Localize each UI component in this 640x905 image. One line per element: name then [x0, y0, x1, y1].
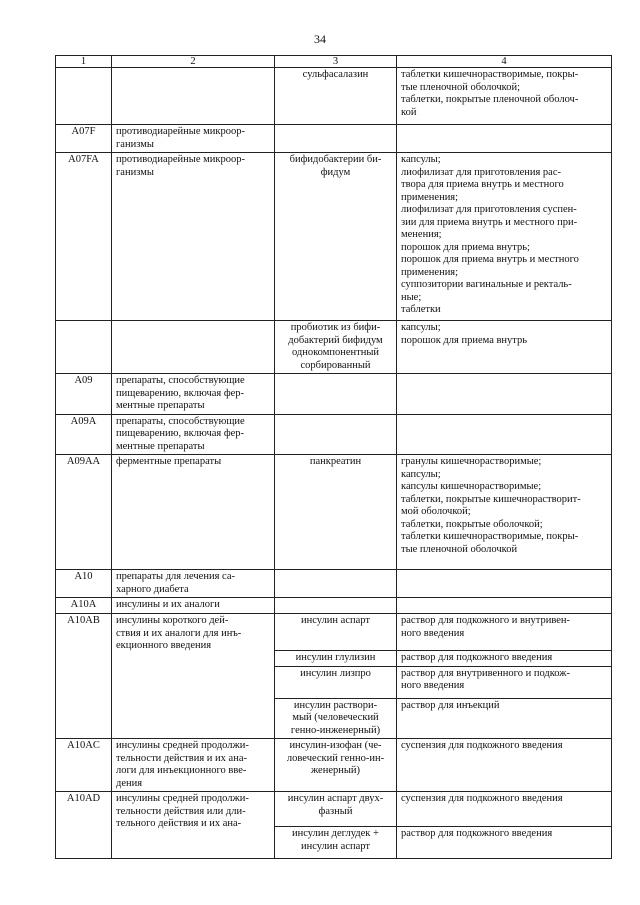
dosage-forms-line: капсулы;	[401, 154, 441, 165]
dosage-forms	[397, 666, 612, 698]
drug-name	[275, 614, 397, 651]
page-number: 34	[314, 32, 326, 46]
pharmacological-group-line: противодиарейные микроор-	[116, 126, 245, 137]
dosage-forms	[397, 68, 612, 125]
drug-name-line: инсулин аспарт	[301, 840, 370, 852]
atc-code: A10AC	[56, 739, 112, 792]
dosage-forms-line: тые пленочной оболочкой;	[401, 81, 520, 93]
drug-name	[275, 455, 397, 570]
dosage-forms-line: лиофилизат для приготовления рас-	[401, 166, 562, 178]
drug-name	[275, 321, 397, 374]
dosage-forms-line: таблетки кишечнорастворимые, покры-	[401, 69, 579, 80]
dosage-forms-line: раствор для внутривенного и подкож-	[401, 667, 571, 679]
atc-code: A10AD	[56, 792, 112, 859]
dosage-forms-line: суспензия для подкожного введения	[401, 793, 563, 804]
table-row	[56, 739, 612, 792]
dosage-forms-line: капсулы;	[401, 468, 441, 480]
pharmacological-group	[112, 414, 275, 455]
pharmacological-group	[112, 614, 275, 739]
dosage-forms-line: менения;	[401, 229, 442, 240]
dosage-forms	[397, 792, 612, 827]
dosage-forms-line: таблетки	[401, 304, 441, 315]
table-row	[56, 321, 612, 374]
pharmacological-group-line: дения	[116, 777, 143, 789]
table-row	[56, 792, 612, 827]
dosage-forms	[397, 570, 612, 598]
column-header: 2	[112, 56, 275, 68]
drug-name-line: сульфасалазин	[302, 69, 369, 80]
pharmacological-group-line: инсулины средней продолжи-	[116, 740, 249, 751]
pharmacological-group	[112, 792, 275, 859]
dosage-forms-line: таблетки, покрытые оболочкой;	[401, 518, 543, 530]
dosage-forms	[397, 614, 612, 651]
pharmacological-group	[112, 68, 275, 125]
pharmacological-group-line: инсулины короткого дей-	[116, 615, 229, 626]
pharmacological-group	[112, 321, 275, 374]
pharmacological-group-line: тельности действия или дли-	[116, 805, 246, 817]
pharmacological-group-line: логи для инъекционного вве-	[116, 765, 247, 776]
dosage-forms-line: раствор для подкожного введения	[401, 828, 553, 839]
dosage-forms-line: раствор для подкожного введения	[401, 652, 553, 663]
pharmacological-group-line: противодиарейные микроор-	[116, 154, 245, 165]
pharmacological-group	[112, 598, 275, 614]
dosage-forms-line: порошок для приема внутрь	[401, 334, 528, 346]
table-row	[56, 455, 612, 570]
pharmacological-group	[112, 374, 275, 415]
pharmacological-group-line: пищеварению, включая фер-	[116, 428, 245, 439]
pharmacological-group-line: ментные препараты	[116, 440, 205, 452]
drug-name-line: однокомпонентный	[291, 347, 380, 358]
drug-name	[275, 698, 397, 739]
table-row	[56, 570, 612, 598]
atc-code	[56, 321, 112, 374]
pharmacological-group	[112, 739, 275, 792]
atc-code: A09	[56, 374, 112, 415]
column-header: 1	[56, 56, 112, 68]
dosage-forms-line: лиофилизат для приготовления суспен-	[401, 204, 577, 215]
pharmacological-group-line: препараты, способствующие	[116, 415, 245, 427]
drug-name-line: добактерий бифидум	[288, 334, 383, 346]
pharmacological-group	[112, 570, 275, 598]
pharmacological-group-line: инсулины средней продолжи-	[116, 793, 249, 804]
drug-name-line: инсулин-изофан (че-	[289, 740, 382, 751]
atc-code: A10	[56, 570, 112, 598]
atc-code: A09A	[56, 414, 112, 455]
drug-name	[275, 374, 397, 415]
table-row	[56, 614, 612, 651]
drug-name-line: инсулин аспарт двух-	[287, 793, 384, 804]
dosage-forms-line: ного введения	[401, 627, 465, 639]
dosage-forms-line: тые пленочной оболочкой	[401, 543, 518, 555]
dosage-forms	[397, 153, 612, 321]
drug-name	[275, 827, 397, 859]
table-row	[56, 125, 612, 153]
dosage-forms-line: таблетки кишечнорастворимые, покры-	[401, 531, 579, 542]
table-row	[56, 414, 612, 455]
dosage-forms-line: ного введения	[401, 680, 465, 691]
dosage-forms-line: суппозитории вагинальные и ректаль-	[401, 279, 572, 290]
pharmacological-group-line: харного диабета	[116, 583, 189, 595]
atc-code: A10AB	[56, 614, 112, 739]
column-header: 3	[275, 56, 397, 68]
pharmacological-group-line: ментные препараты	[116, 400, 205, 411]
column-header-row	[56, 56, 612, 68]
dosage-forms	[397, 374, 612, 415]
drug-name-line: ловеческий генно-ин-	[286, 752, 385, 764]
drug-name-line: инсулин раствори-	[293, 699, 378, 711]
drug-name	[275, 598, 397, 614]
drug-name-line: инсулин глулизин	[295, 652, 376, 663]
dosage-forms-line: порошок для приема внутрь и местного	[401, 254, 579, 265]
pharmacological-group-line: тельного действия и их ана-	[116, 818, 242, 829]
dosage-forms-line: капсулы кишечнорастворимые;	[401, 481, 542, 492]
drug-name	[275, 651, 397, 667]
drug-name-line: панкреатин	[309, 456, 362, 467]
pharmacological-group-line: тельности действия и их ана-	[116, 752, 247, 764]
pharmacological-group-line: ферментные препараты	[116, 456, 222, 467]
drug-name	[275, 739, 397, 792]
atc-code: A07F	[56, 125, 112, 153]
table-row	[56, 598, 612, 614]
drug-name	[275, 68, 397, 125]
dosage-forms-line: раствор для подкожного и внутривен-	[401, 615, 571, 626]
pharmacological-group-line: ствия и их аналоги для инъ-	[116, 627, 242, 639]
dosage-forms-line: зии для приема внутрь и местного при-	[401, 216, 578, 228]
dosage-forms-line: капсулы;	[401, 322, 441, 333]
drug-name-line: инсулин деглудек +	[292, 828, 379, 839]
atc-code: A10A	[56, 598, 112, 614]
pharmacological-group-line: пищеварению, включая фер-	[116, 387, 245, 399]
drug-name-line: инсулин лизпро	[300, 667, 371, 679]
pharmacological-group-line: препараты, способствующие	[116, 375, 245, 386]
table-row	[56, 374, 612, 415]
pharmacological-group	[112, 455, 275, 570]
drug-name-line: женерный)	[310, 765, 361, 776]
drug-name	[275, 792, 397, 827]
dosage-forms-line: порошок для приема внутрь;	[401, 241, 530, 253]
pharmacological-group-line: инсулины и их аналоги	[116, 599, 220, 610]
dosage-forms	[397, 414, 612, 455]
drug-name-line: генно-инженерный)	[290, 724, 381, 736]
dosage-forms-line: таблетки, покрытые кишечнорастворит-	[401, 493, 581, 505]
dosage-forms-line: применения;	[401, 266, 459, 278]
dosage-forms	[397, 739, 612, 792]
dosage-forms-line: кой	[401, 106, 417, 118]
table-row	[56, 153, 612, 321]
drug-name	[275, 570, 397, 598]
dosage-forms-line: таблетки, покрытые пленочной оболоч-	[401, 94, 579, 105]
dosage-forms-line: применения;	[401, 191, 459, 203]
dosage-forms-line: мой оболочкой;	[401, 506, 471, 517]
dosage-forms	[397, 698, 612, 739]
pharmacological-group-line: ганизмы	[116, 166, 154, 178]
drug-name	[275, 153, 397, 321]
drug-name-line: инсулин аспарт	[301, 615, 370, 626]
dosage-forms-line: суспензия для подкожного введения	[401, 740, 563, 751]
dosage-forms-line: ные;	[401, 291, 422, 303]
pharmacological-group	[112, 125, 275, 153]
pharmacological-group-line: екционного введения	[116, 640, 212, 651]
drug-name	[275, 414, 397, 455]
pharmacological-group-line: ганизмы	[116, 138, 154, 150]
dosage-forms	[397, 125, 612, 153]
drug-name-line: сорбированный	[300, 359, 371, 371]
drug-name-line: пробиотик из бифи-	[290, 322, 381, 333]
dosage-forms	[397, 455, 612, 570]
drug-name-line: фазный	[318, 805, 353, 817]
table-row	[56, 68, 612, 125]
atc-code: A09AA	[56, 455, 112, 570]
pharmacological-group-line: препараты для лечения са-	[116, 571, 235, 582]
dosage-forms-line: твора для приема внутрь и местного	[401, 179, 564, 190]
dosage-forms	[397, 598, 612, 614]
dosage-forms	[397, 321, 612, 374]
dosage-forms-line: гранулы кишечнорастворимые;	[401, 456, 542, 467]
drug-name	[275, 125, 397, 153]
drug-name	[275, 666, 397, 698]
drug-table	[55, 55, 612, 859]
dosage-forms	[397, 651, 612, 667]
atc-code: A07FA	[56, 153, 112, 321]
dosage-forms	[397, 827, 612, 859]
atc-code	[56, 68, 112, 125]
drug-name-line: фидум	[320, 166, 351, 178]
pharmacological-group	[112, 153, 275, 321]
column-header: 4	[397, 56, 612, 68]
drug-name-line: бифидобактерии би-	[289, 154, 382, 165]
dosage-forms-line: раствор для инъекций	[401, 699, 500, 711]
drug-name-line: мый (человеческий	[292, 712, 379, 723]
